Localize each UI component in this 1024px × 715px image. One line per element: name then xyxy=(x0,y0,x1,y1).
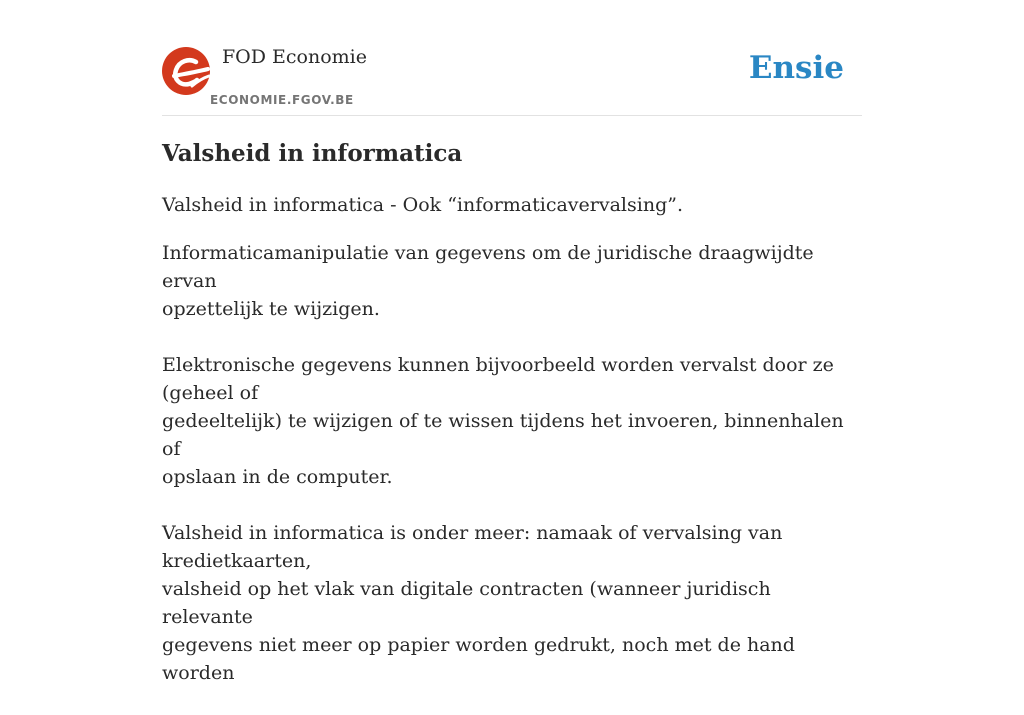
source-domain[interactable]: ECONOMIE.FGOV.BE xyxy=(210,93,354,107)
brand-logo[interactable]: Ensie xyxy=(748,50,844,86)
page-title: Valsheid in informatica xyxy=(162,140,463,167)
definition-summary: Valsheid in informatica - Ook “informaticavervalsing”. xyxy=(162,194,683,216)
paragraph: Elektronische gegevens kunnen bijvoorbeeld worden vervalst door ze (geheel of gedeeltelijk) te wijzigen of te wissen tijdens het invoeren, binnenhalen of opslaan in de computer. xyxy=(162,354,844,488)
definition-body xyxy=(162,239,862,715)
fod-economie-logo-icon[interactable] xyxy=(162,47,210,95)
header xyxy=(162,0,862,116)
paragraph: Valsheid in informatica is onder meer: namaak of vervalsing van kredietkaarten, valsheid op het vlak van digitale contracten (wanneer juridisch relevante gegevens niet meer op papier worden gedrukt, noch met de hand worden xyxy=(162,522,795,684)
paragraph: Informaticamanipulatie van gegevens om de juridische draagwijdte ervan opzettelijk te wijzigen. xyxy=(162,242,814,320)
organization-name[interactable]: FOD Economie xyxy=(222,46,367,68)
content-card xyxy=(162,0,862,684)
